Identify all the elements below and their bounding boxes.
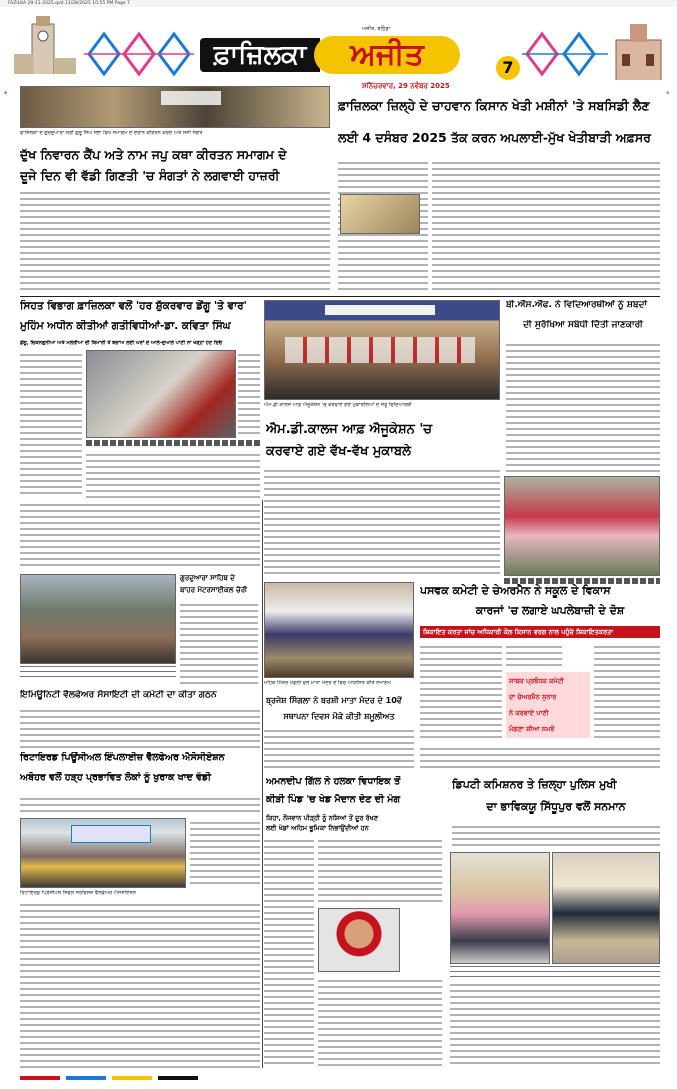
school-headline: ਪਸਵਕ ਕਮੇਟੀ ਦੇ ਚੇਅਰਮੈਨ ਨੇ ਸਕੂਲ ਦੇ ਵਿਕਾਸ — [420, 584, 611, 597]
dengue-subheadline: ਡੇਂਗੂ, ਚਿਕਨਗੁਨੀਆ ਅਤੇ ਮਲੇਰੀਆ ਦੀ ਬਿਮਾਰੀ ਤੋਂ ਬਚਾਅ ਲਈ ਘਰਾਂ ਦੇ ਆਲੇ-ਦੁਆਲੇ ਪਾਣੀ ਨਾ ਖੜ੍ਹਾ ਹੋਣ ਦਿਓ — [20, 340, 223, 346]
registration-mark-icon: ⊕ — [4, 90, 8, 95]
school-body-text — [420, 642, 502, 742]
ornament-right-icon — [522, 24, 608, 84]
masthead-city: ਫ਼ਾਜ਼ਿਲਕਾ — [200, 38, 320, 72]
masthead-brand: ਅਜੀਤ — [314, 36, 460, 74]
saathi-headline: ਬੀ.ਐੱਸ.ਐੱਫ. ਨੇ ਵਿਦਿਆਰਥੀਆਂ ਨੂੰ ਸ਼ਬਦਾਂ — [506, 300, 647, 310]
masthead — [10, 10, 667, 88]
honour-photo-2 — [552, 852, 660, 964]
saathi-headline: ਦੀ ਸੁਰੱਖਿਆ ਸਬੰਧੀ ਦਿੱਤੀ ਜਾਣਕਾਰੀ — [523, 320, 643, 330]
saathi-photo — [504, 476, 660, 576]
school-body-text — [420, 744, 660, 768]
dengue-headline: ਮੁਹਿੰਮ ਅਧੀਨ ਕੀਤੀਆਂ ਗਤੀਵਿਧੀਆਂ-ਡਾ. ਕਵਿਤਾ ਸਿੰਘ — [20, 320, 231, 332]
mdcollege-photo-caption: ਐਮ.ਡੀ.ਕਾਲਜ ਆਫ਼ ਐਜੂਕੇਸ਼ਨ 'ਚ ਕਰਵਾਏ ਗਏ ਮੁਕਾਬਲਿਆਂ ਦੇ ਜੇਤੂ ਵਿਦਿਆਰਥੀ — [264, 402, 412, 408]
sports-subheadline: ਕਿਹਾ, ਨੌਜਵਾਨ ਪੀੜ੍ਹੀ ਨੂੰ ਨਸ਼ਿਆਂ ਤੋਂ ਦੂਰ ਰੱਖਣ — [266, 814, 379, 822]
masthead-logo — [196, 36, 486, 74]
committee-headline: ਇਮਿਊਨਿਟੀ ਵੈਲਫੇਅਰ ਸੋਸਾਇਟੀ ਦੀ ਕਮੇਟੀ ਦਾ ਕੀਤਾ ਗਠਨ — [20, 690, 217, 700]
column-rule — [262, 500, 263, 1068]
dengue-photo-caption — [86, 440, 260, 446]
clock-tower-illustration — [10, 14, 80, 74]
school-headline: ਕਾਰਜਾਂ 'ਚ ਲਗਾਏ ਘਪਲੇਬਾਜ਼ੀ ਦੇ ਦੋਸ਼ — [475, 604, 625, 617]
kirtan-photo — [20, 86, 330, 128]
print-slug: FAZILKA 29-11-2025.qxd 11/28/2025 10:55 PM Page 7 — [0, 0, 677, 7]
committee-photo — [20, 574, 176, 664]
school-box-line: ਸਾਬਕ ਪ੍ਰਬੰਧਕ ਕਮੇਟੀ — [509, 677, 564, 685]
school-body-text — [506, 642, 562, 670]
subsidy-headline: ਫ਼ਾਜ਼ਿਲਕਾ ਜ਼ਿਲ੍ਹੇ ਦੇ ਚਾਹਵਾਨ ਕਿਸਾਨ ਖੇਤੀ ਮਸ਼ੀਨਾਂ 'ਤੇ ਸਬਸਿਡੀ ਲੈਣ — [338, 98, 650, 113]
pension-body-text — [20, 794, 260, 816]
mandir-headline: ਬ੍ਰਜੇਸ਼ ਸਿੰਗਲਾ ਨੇ ਬਰਸ਼ੀ ਮਾਤਾ ਮੰਦਰ ਦੇ 10ਵੇਂ — [266, 696, 402, 705]
kirtan-headline: ਦੂਜੇ ਦਿਨ ਵੀ ਵੱਡੀ ਗਿਣਤੀ 'ਚ ਸੰਗਤਾਂ ਨੇ ਲਗਵਾਈ ਹਾਜ਼ਰੀ — [20, 168, 280, 183]
school-body-text — [594, 642, 660, 742]
pension-headline: ਅਬੋਹਰ ਵਲੋਂ ਹੜ੍ਹ ਪ੍ਰਭਾਵਿਤ ਲੋਕਾਂ ਨੂੰ ਖੁਰਾਕ ਖਾਦ ਵੰਡੀ — [20, 772, 212, 783]
registration-mark-icon: ⊕ — [666, 90, 670, 95]
divider — [20, 296, 660, 297]
dengue-photo — [86, 350, 236, 438]
mdcollege-headline: ਕਰਵਾਏ ਗਏ ਵੱਖ-ਵੱਖ ਮੁਕਾਬਲੇ — [266, 444, 411, 459]
school-banner: ਸ਼ਿਕਾਇਤ ਕਰਤਾ ਜਾਂਚ ਅਧਿਕਾਰੀ ਕੋਲ ਕਿਸਾਨ ਵਰਗ ਨਾਲ ਪਹੁੰਚੇ ਸ਼ਿਕਾਇਤਕਰਤਾ — [420, 626, 660, 638]
school-box-line: ਮੰਗਣਾ ਸ਼ੀਆ ਸਮਝੋ — [509, 725, 555, 733]
subsidy-body-text — [432, 158, 660, 294]
pension-body-text — [20, 900, 260, 1068]
issue-date: ਸ਼ਨਿੱਚਰਵਾਰ, 29 ਨਵੰਬਰ 2025 — [362, 82, 450, 90]
sports-headline: ਕੀੜੀ ਪਿੰਡ 'ਚ ਖੇਡ ਮੈਦਾਨ ਦੇਣ ਦੀ ਮੰਗ — [266, 794, 401, 805]
school-box-line: ਦਾ ਚੇਅਰਮੈਨ ਸੁਨਾਰ — [509, 693, 557, 701]
kirtan-photo-caption: ਫ਼ਾਜ਼ਿਲਕਾ ਦੇ ਗੁਰਦੁਆਰਾ ਸ੍ਰੀ ਗੁਰੂ ਸਿੰਘ ਸਭਾ ਵਿਖੇ ਸਮਾਗਮ ਦੇ ਦੌਰਾਨ ਕੀਰਤਨ ਕਰਦੇ ਅਤੇ ਸਜੀ ਸੰਗਤ — [20, 130, 203, 136]
mandir-photo-caption: ਮਹਿਕ ਮਿੱਤਰ ਮੰਡਲੀ ਵਲੋਂ ਮਾਤਾ ਮੰਦਰ ਦੇ ਵਿਚ ਆਯੋਜਿਤ ਕੀਤੇ ਸਮਾਗਮ — [264, 680, 392, 686]
pension-photo — [20, 818, 186, 888]
sports-subheadline: ਲਈ ਖੇਡਾਂ ਅਹਿਮ ਭੂਮਿਕਾ ਨਿਭਾਉਂਦੀਆਂ ਹਨ — [266, 824, 369, 832]
dengue-headline: ਸਿਹਤ ਵਿਭਾਗ ਫ਼ਾਜ਼ਿਲਕਾ ਵਲੋਂ 'ਹਰ ਸ਼ੁੱਕਰਵਾਰ ਡੇਂਗੂ 'ਤੇ ਵਾਰ' — [20, 300, 247, 312]
committee-body-text — [20, 706, 260, 748]
sports-headline: ਅਮਨਦੀਪ ਗਿੱਲ ਨੇ ਹਲਕਾ ਵਿਧਾਇਕ ਤੋਂ — [266, 776, 401, 787]
honour-photo-caption — [450, 966, 660, 978]
school-highlight-box — [506, 672, 590, 738]
kirtan-headline: ਦੁੱਖ ਨਿਵਾਰਨ ਕੈਂਪ ਅਤੇ ਨਾਮ ਜਪੁ ਕਥਾ ਕੀਰਤਨ ਸਮਾਗਮ ਦੇ — [20, 147, 287, 162]
gurdwara-headline: ਗੁਰਦੁਆਰਾ ਸਾਹਿਬ ਦੇ — [180, 574, 235, 582]
mdcollege-headline: ਐਮ.ਡੀ.ਕਾਲਜ ਆਫ਼ ਐਜੂਕੇਸ਼ਨ 'ਚ — [266, 422, 433, 437]
gurdwara-headline: ਬਾਹਰ ਮੋਟਰਸਾਈਕਲ ਚੋਰੀ — [180, 586, 248, 594]
gurdwara-body-text — [180, 600, 258, 688]
officer-portrait — [340, 194, 420, 234]
saathi-body-text — [506, 340, 660, 474]
mdcollege-photo — [264, 300, 500, 400]
committee-photo-caption — [20, 666, 176, 678]
mandir-headline: ਸਥਾਪਨਾ ਦਿਵਸ ਮੌਕੇ ਕੀਤੀ ਸ਼ਮੂਲੀਅਤ — [283, 712, 395, 721]
sports-body-text — [318, 836, 442, 904]
masthead-tagline: ਅਜੀਤ, ਬਠਿੰਡਾ — [362, 26, 391, 32]
dengue-body-text — [20, 500, 260, 568]
honour-body-text — [450, 980, 660, 1068]
mdcollege-body-text — [264, 466, 500, 578]
kirtan-body-text — [20, 188, 330, 294]
pension-headline: ਰਿਟਾਇਰਡ ਪਿਊਂਸੀਅਲ ਇੰਪਲਾਈਜ਼ ਵੈੱਲਫੇਅਰ ਐਸੋਸੀਏਸ਼ਨ — [20, 752, 225, 763]
dengue-body-text — [20, 350, 82, 498]
pension-photo-caption: ਰਿਟਾਇਰਡ ਪ੍ਰਿੰਸੀਪਲ ਸਿਵਲ ਸਰਵਿਸਜ਼ ਵੈੱਲਫੇਅਰ ਐਸੋਸੀਏਸ਼ਨ — [20, 890, 136, 896]
school-box-line: ਨੇ ਕਰਵਾਏ ਪਾਣੀ — [509, 709, 549, 717]
ornament-left-icon — [84, 24, 194, 84]
mandir-photo — [264, 582, 414, 678]
subsidy-headline: ਲਈ 4 ਦਸੰਬਰ 2025 ਤੱਕ ਕਰਨ ਅਪਲਾਈ-ਮੁੱਖ ਖੇਤੀਬਾੜੀ ਅਫ਼ਸਰ — [338, 130, 651, 145]
color-registration-bar — [20, 1074, 660, 1082]
sports-body-text — [318, 976, 442, 1068]
honour-headline: ਡਿਪਟੀ ਕਮਿਸ਼ਨਰ ਤੇ ਜ਼ਿਲ੍ਹਾ ਪੁਲਿਸ ਮੁਖੀ — [452, 778, 617, 791]
honour-photo-1 — [450, 852, 550, 964]
dengue-body-text — [86, 450, 260, 498]
pension-body-text — [190, 818, 260, 888]
honour-body-text — [452, 822, 660, 850]
honour-headline: ਦਾ ਭਾਵਿਕਯੂ ਸਿੱਧੂਪੁਰ ਵਲੋਂ ਸਨਮਾਨ — [486, 800, 626, 813]
heritage-building-illustration — [610, 20, 667, 80]
dengue-body-text — [238, 350, 260, 438]
amandeep-portrait — [318, 908, 400, 972]
mandir-body-text — [264, 726, 414, 772]
page-number: 7 — [496, 56, 520, 80]
sports-body-text — [264, 836, 314, 1068]
